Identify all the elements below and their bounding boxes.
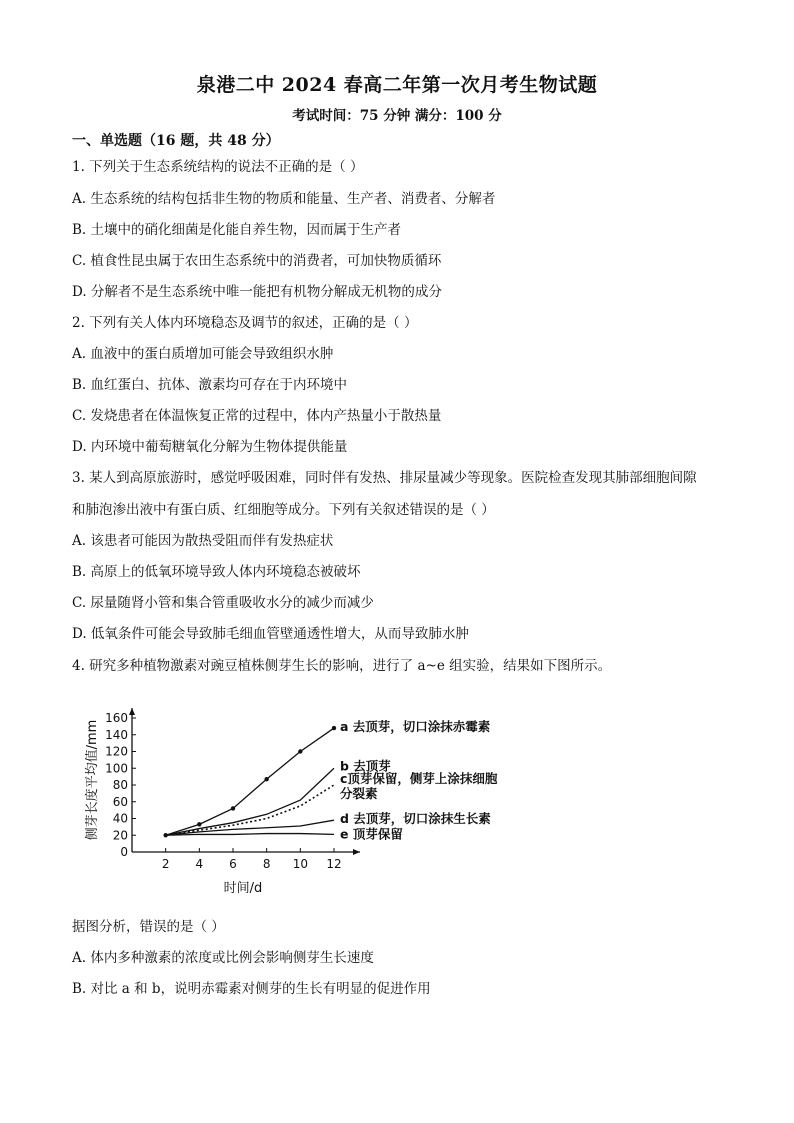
series-label-c: 分裂素 <box>340 786 378 801</box>
data-point <box>197 822 201 826</box>
y-tick-label: 140 <box>105 727 128 742</box>
question-3-stem-line-1: 3. 某人到高原旅游时，感觉呼吸困难，同时伴有发热、排尿量减少等现象。医院检查发现其肺部细胞间隙 <box>72 470 697 486</box>
question-1-option-d: D. 分解者不是生态系统中唯一能把有机物分解成无机物的成分 <box>72 284 442 300</box>
y-tick-label: 80 <box>112 778 128 792</box>
y-tick-label: 0 <box>120 845 128 859</box>
x-axis-arrow <box>353 849 360 855</box>
y-axis-arrow <box>129 708 135 715</box>
question-2-option-c: C. 发烧患者在体温恢复正常的过程中，体内产热量小于散热量 <box>72 408 442 424</box>
exam-info: 考试时间：75 分钟 满分：100 分 <box>292 108 502 124</box>
question-1-option-a: A. 生态系统的结构包括非生物的物质和能量、生产者、消费者、分解者 <box>72 191 496 207</box>
x-tick-label: 12 <box>326 857 342 871</box>
section-heading: 一、单选题（16 题，共 48 分） <box>72 133 280 149</box>
question-4-prompt: 据图分析，错误的是（ ） <box>72 919 225 935</box>
y-tick-label: 160 <box>105 711 128 725</box>
x-tick-label: 8 <box>262 857 271 871</box>
y-tick-label: 120 <box>105 744 128 759</box>
y-tick-label: 100 <box>105 761 128 776</box>
data-point <box>298 749 302 753</box>
question-3-option-b: B. 高原上的低氧环境导致人体内环境稳态被破坏 <box>72 564 361 580</box>
question-3-stem-line-2: 和肺泡渗出液中有蛋白质、红细胞等成分。下列有关叙述错误的是（ ） <box>72 502 495 518</box>
lateral-bud-growth-chart <box>72 700 502 900</box>
question-3-option-c: C. 尿量随肾小管和集合管重吸收水分的减少而减少 <box>72 595 374 611</box>
page-title: 泉港二中 2024 春高二年第一次月考生物试题 <box>196 74 598 96</box>
y-tick-label: 20 <box>112 828 128 843</box>
series-label-d: d 去顶芽，切口涂抹生长素 <box>340 811 491 827</box>
data-point <box>231 806 235 810</box>
question-3-option-a: A. 该患者可能因为散热受阻而伴有发热症状 <box>72 533 334 549</box>
question-1-option-c: C. 植食性昆虫属于农田生态系统中的消费者，可加快物质循环 <box>72 253 442 269</box>
x-tick-label: 6 <box>229 857 237 871</box>
question-2-option-b: B. 血红蛋白、抗体、激素均可存在于内环境中 <box>72 377 348 393</box>
question-3-option-d: D. 低氧条件可能会导致肺毛细血管壁通透性增大，从而导致肺水肿 <box>72 626 469 642</box>
y-tick-label: 40 <box>112 811 128 826</box>
question-1-option-b: B. 土壤中的硝化细菌是化能自养生物，因而属于生产者 <box>72 222 402 238</box>
series-line-e <box>166 834 334 836</box>
question-1-stem: 1. 下列关于生态系统结构的说法不正确的是（ ） <box>72 159 364 175</box>
question-2-option-a: A. 血液中的蛋白质增加可能会导致组织水肿 <box>72 346 334 362</box>
question-4-stem: 4. 研究多种植物激素对豌豆植株侧芽生长的影响，进行了 a~e 组实验，结果如下图所示。 <box>72 658 612 674</box>
series-label-a: a 去顶芽，切口涂抹赤霉素 <box>340 719 491 735</box>
series-label-e: e 顶芽保留 <box>340 826 403 842</box>
data-point <box>332 726 336 730</box>
question-4-option-b: B. 对比 a 和 b，说明赤霉素对侧芽的生长有明显的促进作用 <box>72 981 431 997</box>
series-label-c: c顶芽保留，侧芽上涂抹细胞 <box>340 771 498 786</box>
data-point <box>264 777 268 781</box>
y-tick-label: 60 <box>112 794 128 809</box>
question-2-option-d: D. 内环境中葡萄糖氧化分解为生物体提供能量 <box>72 439 348 455</box>
x-axis-label: 时间/d <box>223 881 263 896</box>
question-2-stem: 2. 下列有关人体内环境稳态及调节的叙述，正确的是（ ） <box>72 315 418 331</box>
x-tick-label: 2 <box>161 857 170 871</box>
series-line-a <box>166 728 334 835</box>
question-4-option-a: A. 体内多种激素的浓度或比例会影响侧芽生长速度 <box>72 950 374 966</box>
x-tick-label: 10 <box>292 857 308 871</box>
series-label-b: b 去顶芽 <box>340 758 391 774</box>
x-tick-label: 4 <box>195 857 204 871</box>
y-axis-label: 侧芽长度平均值/mm <box>85 719 100 841</box>
